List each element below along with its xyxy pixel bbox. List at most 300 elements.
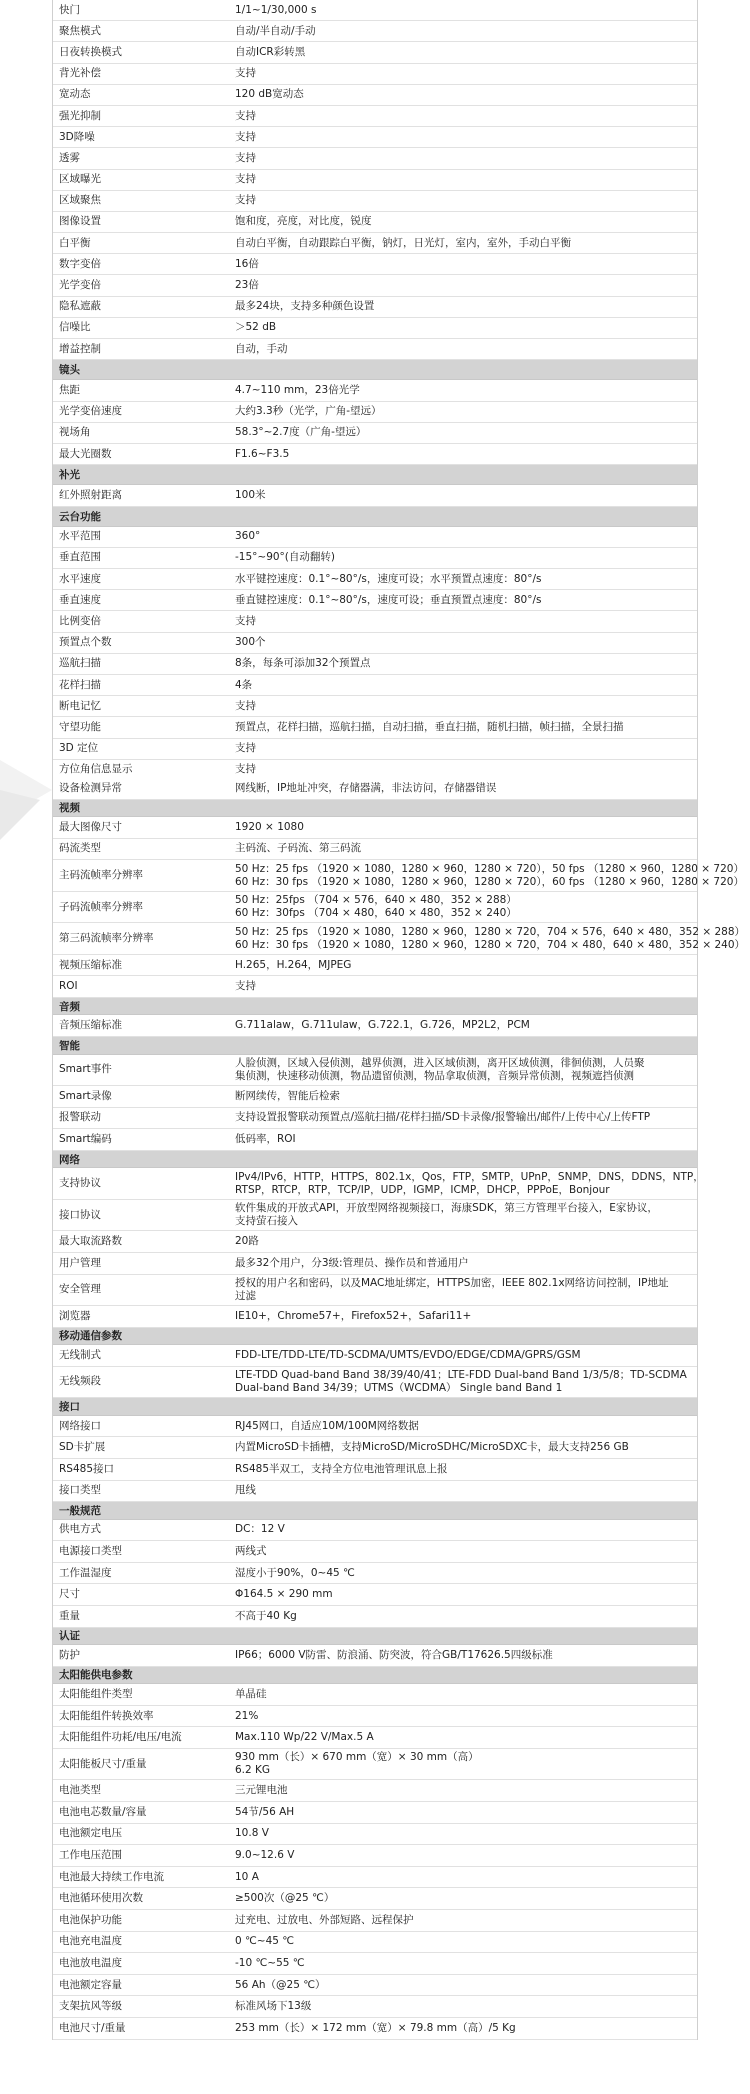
spec-value-line: Φ164.5 × 290 mm — [235, 1588, 333, 1601]
spec-label: 音频压缩标准 — [59, 1019, 122, 1032]
spec-value — [229, 1308, 697, 1325]
spec-row — [53, 1802, 697, 1824]
spec-label: 垂直速度 — [59, 593, 101, 606]
spec-value — [229, 424, 697, 441]
spec-label: 电池充电温度 — [59, 1935, 122, 1948]
spec-row — [53, 1645, 697, 1667]
spec-value — [229, 1977, 697, 1994]
spec-value-line: 支持 — [235, 109, 256, 122]
spec-row — [53, 1231, 697, 1253]
spec-value-line: 支持 — [235, 151, 256, 164]
spec-value-line: 人脸侦测，区域入侵侦测，越界侦测，进入区域侦测，离开区域侦测，徘徊侦测，人员聚 — [235, 1056, 645, 1069]
spec-value — [229, 1233, 697, 1250]
spec-row — [53, 1953, 697, 1975]
spec-label: 3D降噪 — [59, 130, 95, 143]
spec-label: 工作温湿度 — [59, 1566, 112, 1579]
spec-value-line: 单晶硅 — [235, 1687, 267, 1700]
spec-row — [53, 1932, 697, 1954]
spec-value-line: 内置MicroSD卡插槽，支持MicroSD/MicroSDHC/MicroSDXC卡，最大支持256 GB — [235, 1441, 629, 1454]
spec-label: 电池尺寸/重量 — [59, 2021, 126, 2034]
section-header: 音频 — [53, 998, 697, 1016]
spec-row — [53, 485, 697, 506]
spec-value — [229, 1847, 697, 1864]
spec-row — [53, 839, 697, 861]
spec-label: Smart录像 — [59, 1089, 112, 1102]
spec-row — [53, 778, 697, 800]
spec-value — [229, 698, 697, 715]
spec-label: 最大图像尺寸 — [59, 820, 122, 833]
spec-value-line: 支持 — [235, 763, 256, 776]
spec-value — [229, 634, 697, 651]
spec-value-line: 自动，手动 — [235, 342, 288, 355]
spec-row — [53, 1541, 697, 1563]
spec-value-line: Max.110 Wp/22 V/Max.5 A — [235, 1731, 374, 1744]
spec-value — [229, 2, 697, 19]
spec-value — [229, 1418, 697, 1435]
spec-value — [229, 382, 697, 399]
spec-value-line: 大约3.3秒（光学，广角-望远） — [235, 405, 382, 418]
spec-label: 花样扫描 — [59, 678, 101, 691]
spec-label: 重量 — [59, 1609, 80, 1622]
spec-row — [53, 1824, 697, 1846]
spec-value — [229, 840, 697, 857]
spec-value-line: 支持萤石接入 — [235, 1215, 298, 1228]
spec-value — [229, 1608, 697, 1625]
spec-value-line: FDD-LTE/TDD-LTE/TD-SCDMA/UMTS/EVDO/EDGE/CDMA/GPRS/GSM — [235, 1348, 581, 1361]
spec-value-line: 水平键控速度：0.1°~80°/s，速度可设；水平预置点速度：80°/s — [235, 572, 542, 585]
spec-value — [229, 957, 697, 974]
spec-label: 背光补偿 — [59, 67, 101, 80]
spec-row — [53, 1706, 697, 1728]
spec-value — [229, 235, 697, 252]
spec-row — [53, 275, 697, 296]
spec-value — [229, 892, 697, 922]
spec-label: 电池循环使用次数 — [59, 1892, 143, 1905]
spec-value — [229, 108, 697, 125]
spec-value-line: DC：12 V — [235, 1523, 285, 1536]
spec-label: 焦距 — [59, 383, 80, 396]
spec-label: 电池保护功能 — [59, 1913, 122, 1926]
spec-row — [53, 64, 697, 85]
spec-value — [229, 1131, 697, 1148]
spec-label: 电源接口类型 — [59, 1544, 122, 1557]
spec-label: 第三码流帧率分辨率 — [59, 932, 154, 945]
spec-value — [229, 571, 697, 588]
spec-label: 防护 — [59, 1648, 80, 1661]
spec-value-line: 主码流、子码流、第三码流 — [235, 842, 361, 855]
spec-label: 接口类型 — [59, 1484, 101, 1497]
spec-value — [229, 1586, 697, 1603]
spec-value — [229, 129, 697, 146]
spec-value-line: 60 Hz：30 fps （1920 × 1080，1280 × 960，1280 × 720），60 fps （1280 × 960，1280 × 720） — [235, 875, 744, 888]
spec-value-line: 支持 — [235, 67, 256, 80]
spec-label: 工作电压范围 — [59, 1849, 122, 1862]
spec-row — [53, 1129, 697, 1151]
spec-value-line: -15°~90°(自动翻转) — [235, 551, 336, 564]
spec-row — [53, 1459, 697, 1481]
spec-row — [53, 1584, 697, 1606]
spec-label: 方位角信息显示 — [59, 763, 133, 776]
spec-value-line: F1.6~F3.5 — [235, 447, 290, 460]
spec-value — [229, 1255, 697, 1272]
spec-label: 图像设置 — [59, 215, 101, 228]
spec-value — [229, 1109, 697, 1126]
spec-label: 信噪比 — [59, 321, 91, 334]
spec-label: 隐私遮蔽 — [59, 300, 101, 313]
spec-value — [229, 1647, 697, 1664]
spec-value-line: 300个 — [235, 636, 266, 649]
spec-row — [53, 1727, 697, 1749]
spec-row — [53, 923, 746, 955]
spec-value — [229, 924, 750, 954]
spec-value — [229, 86, 697, 103]
spec-label: 日夜转换模式 — [59, 45, 122, 58]
spec-value — [229, 740, 697, 757]
spec-value-line: 预置点，花样扫描，巡航扫描，自动扫描，垂直扫描，随机扫描，帧扫描，全景扫描 — [235, 720, 624, 733]
spec-row — [53, 2018, 697, 2040]
spec-label: 无线频段 — [59, 1375, 101, 1388]
section-header: 一般规范 — [53, 1502, 697, 1520]
spec-value-line: 6.2 KG — [235, 1764, 271, 1777]
spec-row — [53, 976, 697, 998]
spec-value-line: RJ45网口，自适应10M/100M网络数据 — [235, 1419, 419, 1432]
spec-row — [53, 696, 697, 717]
spec-row — [53, 1749, 697, 1781]
spec-value-line: IPv4/IPv6，HTTP，HTTPS，802.1x，Qos，FTP，SMTP，UPnP，SNMP，DNS，DDNS，NTP， — [235, 1170, 704, 1183]
spec-value — [229, 1749, 697, 1779]
spec-label: 电池最大持续工作电流 — [59, 1870, 164, 1883]
spec-value — [229, 192, 697, 209]
spec-value-line: IP66；6000 V防雷、防浪涌、防突波，符合GB/T17626.5四级标准 — [235, 1648, 553, 1661]
spec-value-line: 50 Hz：25fps （704 × 576，640 × 480，352 × 288） — [235, 894, 517, 907]
spec-label: 红外照射距离 — [59, 488, 122, 501]
spec-row — [53, 0, 697, 21]
spec-value — [229, 1825, 697, 1842]
spec-value-line: 饱和度，亮度，对比度，锐度 — [235, 215, 372, 228]
spec-value — [229, 592, 697, 609]
spec-row — [53, 42, 697, 63]
spec-label: 视频压缩标准 — [59, 958, 122, 971]
spec-value-line: 最多24块，支持多种颜色设置 — [235, 300, 375, 313]
spec-value — [229, 1543, 697, 1560]
spec-value — [229, 1521, 697, 1538]
spec-row — [53, 233, 697, 254]
spec-value — [229, 819, 697, 836]
spec-label: 比例变倍 — [59, 615, 101, 628]
spec-row — [53, 1086, 697, 1108]
spec-row — [53, 1780, 697, 1802]
spec-label: 太阳能板尺寸/重量 — [59, 1757, 147, 1770]
spec-label: 数字变倍 — [59, 257, 101, 270]
spec-label: 太阳能组件转换效率 — [59, 1709, 154, 1722]
spec-label: 供电方式 — [59, 1523, 101, 1536]
spec-label: 断电记忆 — [59, 699, 101, 712]
spec-label: 宽动态 — [59, 88, 91, 101]
spec-label: ROI — [59, 980, 78, 993]
spec-value-line: 56 Ah（@25 ℃） — [235, 1978, 326, 1991]
spec-value-line: 自动/半自动/手动 — [235, 24, 316, 37]
spec-row — [53, 191, 697, 212]
spec-row — [53, 1055, 697, 1087]
spec-label: 光学变倍速度 — [59, 405, 122, 418]
spec-value — [229, 978, 697, 995]
spec-value — [229, 213, 697, 230]
spec-label: 垂直范围 — [59, 551, 101, 564]
spec-value-line: 8条，每条可添加32个预置点 — [235, 657, 371, 670]
section-header: 网络 — [53, 1151, 697, 1169]
spec-label: 电池放电温度 — [59, 1956, 122, 1969]
spec-value-line: 两线式 — [235, 1544, 267, 1557]
spec-row — [53, 1867, 697, 1889]
spec-row — [53, 760, 697, 778]
spec-value-line: 不高于40 Kg — [235, 1609, 297, 1622]
section-header: 补光 — [53, 465, 697, 485]
spec-row — [53, 1253, 697, 1275]
spec-value — [229, 1347, 697, 1364]
spec-label: RS485接口 — [59, 1462, 115, 1475]
spec-row — [53, 892, 697, 924]
spec-row — [53, 148, 697, 169]
spec-row — [53, 1684, 697, 1706]
spec-value — [229, 341, 697, 358]
spec-value-line: 20路 — [235, 1235, 259, 1248]
spec-value — [229, 1461, 697, 1478]
spec-label: 电池额定容量 — [59, 1978, 122, 1991]
spec-value-line: 9.0~12.6 V — [235, 1849, 295, 1862]
spec-row — [53, 423, 697, 444]
spec-row — [53, 1845, 697, 1867]
spec-value-line: ＞52 dB — [235, 321, 277, 334]
spec-value-line: 120 dB宽动态 — [235, 88, 304, 101]
spec-label: 电池电芯数量/容量 — [59, 1805, 147, 1818]
spec-value — [229, 528, 697, 545]
spec-row — [53, 817, 697, 839]
spec-row — [53, 1367, 697, 1399]
spec-value-line: 50 Hz：25 fps （1920 × 1080，1280 × 960，1280 × 720），50 fps （1280 × 960，1280 × 720） — [235, 862, 744, 875]
spec-value — [229, 23, 697, 40]
spec-label: 设备检测异常 — [59, 781, 122, 794]
spec-label: 子码流帧率分辨率 — [59, 900, 143, 913]
spec-value — [229, 1933, 697, 1950]
spec-row — [53, 1606, 697, 1628]
spec-label: 区域聚焦 — [59, 194, 101, 207]
spec-row — [53, 1306, 697, 1328]
spec-value — [229, 1708, 697, 1725]
spec-value — [229, 277, 697, 294]
spec-row — [53, 1888, 697, 1910]
spec-label: 网络接口 — [59, 1419, 101, 1432]
spec-row — [53, 254, 697, 275]
spec-label: 巡航扫描 — [59, 657, 101, 670]
spec-row — [53, 1910, 697, 1932]
spec-value-line: 4.7~110 mm，23倍光学 — [235, 383, 360, 396]
spec-value — [229, 1017, 697, 1034]
section-header: 智能 — [53, 1037, 697, 1055]
spec-value — [229, 256, 697, 273]
spec-value — [229, 1482, 697, 1499]
spec-value — [229, 171, 697, 188]
spec-row — [53, 527, 697, 548]
spec-row — [53, 318, 697, 339]
spec-value — [229, 1729, 697, 1746]
spec-row — [53, 675, 697, 696]
spec-value-line: 过滤 — [235, 1289, 256, 1302]
spec-row — [53, 1345, 697, 1367]
spec-value-line: 支持 — [235, 699, 256, 712]
spec-value — [229, 780, 697, 797]
spec-label: 太阳能组件类型 — [59, 1687, 133, 1700]
spec-value-line: 10 A — [235, 1870, 259, 1883]
spec-label: 无线制式 — [59, 1348, 101, 1361]
spec-row — [53, 21, 697, 42]
spec-value — [229, 549, 697, 566]
section-header: 云台功能 — [53, 507, 697, 527]
spec-value-line: 1/1~1/30,000 s — [235, 3, 317, 16]
spec-value — [229, 1169, 710, 1199]
spec-row — [53, 569, 697, 590]
spec-value-line: 360° — [235, 530, 261, 543]
spec-value — [229, 1869, 697, 1886]
section-header: 接口 — [53, 1398, 697, 1416]
section-header: 镜头 — [53, 360, 697, 380]
spec-label: 安全管理 — [59, 1283, 101, 1296]
spec-label: 电池类型 — [59, 1784, 101, 1797]
spec-label: 光学变倍 — [59, 279, 101, 292]
spec-value-line: 集侦测，快速移动侦测，物品遗留侦测，物品拿取侦测，音频异常侦测，视频遮挡侦测 — [235, 1069, 634, 1082]
spec-row — [53, 654, 697, 675]
spec-value — [229, 403, 697, 420]
spec-value — [229, 655, 697, 672]
spec-row — [53, 212, 697, 233]
spec-value-line: 支持 — [235, 615, 256, 628]
spec-value — [229, 1565, 697, 1582]
spec-label: 预置点个数 — [59, 636, 112, 649]
spec-label: 尺寸 — [59, 1588, 80, 1601]
spec-row — [53, 1108, 697, 1130]
spec-row — [53, 444, 697, 465]
spec-label: 强光抑制 — [59, 109, 101, 122]
spec-value-line: 1920 × 1080 — [235, 820, 304, 833]
spec-label: 报警联动 — [59, 1111, 101, 1124]
spec-row — [53, 402, 697, 423]
spec-value-line: H.265，H.264，MJPEG — [235, 958, 352, 971]
spec-row — [53, 1975, 697, 1997]
spec-row — [53, 955, 697, 977]
spec-value — [229, 319, 697, 336]
spec-label: 白平衡 — [59, 236, 91, 249]
spec-value — [229, 1890, 697, 1907]
spec-value-line: 10.8 V — [235, 1827, 269, 1840]
spec-value-line: 支持 — [235, 194, 256, 207]
spec-value — [229, 446, 697, 463]
spec-row — [53, 1015, 697, 1037]
spec-value-line: 21% — [235, 1709, 259, 1722]
spec-value — [229, 1275, 697, 1305]
spec-row — [53, 127, 697, 148]
spec-label: 太阳能组件功耗/电压/电流 — [59, 1731, 182, 1744]
spec-row — [53, 548, 697, 569]
spec-value-line: 4条 — [235, 678, 253, 691]
spec-value-line: 16倍 — [235, 257, 259, 270]
spec-label: 最大取流路数 — [59, 1235, 122, 1248]
spec-table-part-2 — [52, 778, 746, 2040]
section-header: 认证 — [53, 1628, 697, 1646]
spec-label: Smart编码 — [59, 1133, 112, 1146]
spec-value-line: 授权的用户名和密码，以及MAC地址绑定，HTTPS加密，IEEE 802.1x网络访问控制，IP地址 — [235, 1276, 669, 1289]
spec-value — [229, 1804, 697, 1821]
spec-value-line: 100米 — [235, 488, 266, 501]
spec-value-line: ≥500次（@25 ℃） — [235, 1892, 335, 1905]
spec-row — [53, 739, 697, 760]
spec-row — [53, 1481, 697, 1503]
spec-value-line: RS485半双工，支持全方位电池管理讯息上报 — [235, 1462, 448, 1475]
spec-value — [229, 1912, 697, 1929]
spec-row — [53, 1996, 697, 2018]
spec-value-line: 软件集成的开放式API，开放型网络视频接口，海康SDK，第三方管理平台接入，E家协议， — [235, 1202, 658, 1215]
spec-label: 快门 — [59, 3, 80, 16]
spec-value-line: 甩线 — [235, 1484, 256, 1497]
spec-label: 用户管理 — [59, 1256, 101, 1269]
spec-value-line: 23倍 — [235, 279, 259, 292]
spec-label: 聚焦模式 — [59, 24, 101, 37]
spec-value — [229, 1055, 697, 1085]
spec-value-line: 标准风场下13级 — [235, 2000, 312, 2013]
spec-row — [53, 1168, 704, 1200]
spec-value-line: 54节/56 AH — [235, 1805, 295, 1818]
spec-label: 水平范围 — [59, 530, 101, 543]
spec-value-line: Dual-band Band 34/39；UTMS（WCDMA） Single band Band 1 — [235, 1381, 563, 1394]
spec-value — [229, 1088, 697, 1105]
spec-label: 电池额定电压 — [59, 1827, 122, 1840]
spec-row — [53, 1520, 697, 1542]
spec-label: 主码流帧率分辨率 — [59, 869, 143, 882]
spec-value — [229, 761, 697, 778]
spec-label: 透雾 — [59, 151, 80, 164]
spec-value — [229, 298, 697, 315]
spec-value — [229, 1998, 697, 2015]
spec-value-line: 自动白平衡，自动跟踪白平衡，钠灯，日光灯，室内，室外，手动白平衡 — [235, 236, 571, 249]
spec-label: 水平速度 — [59, 572, 101, 585]
spec-value-line: 支持 — [235, 130, 256, 143]
spec-value-line: -10 ℃~55 ℃ — [235, 1956, 305, 1969]
spec-row — [53, 717, 697, 738]
spec-value-line: 支持 — [235, 173, 256, 186]
spec-value-line: G.711alaw，G.711ulaw，G.722.1，G.726，MP2L2，PCM — [235, 1019, 530, 1032]
spec-row — [53, 85, 697, 106]
spec-value-line: 网线断，IP地址冲突，存储器满，非法访问，存储器错误 — [235, 781, 497, 794]
spec-value-line: 60 Hz：30fps （704 × 480，640 × 480，352 × 240） — [235, 907, 517, 920]
spec-value-line: 50 Hz：25 fps （1920 × 1080，1280 × 960，1280 × 720，704 × 576，640 × 480，352 × 288） — [235, 925, 746, 938]
spec-value-line: 930 mm（长）× 670 mm（宽）× 30 mm（高） — [235, 1751, 479, 1764]
spec-value — [229, 677, 697, 694]
spec-row — [53, 1200, 697, 1232]
spec-label: 3D 定位 — [59, 742, 99, 755]
spec-value — [229, 2020, 697, 2037]
section-header: 视频 — [53, 800, 697, 818]
spec-row — [53, 633, 697, 654]
spec-value — [229, 1955, 697, 1972]
spec-value — [229, 487, 697, 504]
spec-value — [229, 1439, 697, 1456]
spec-value-line: IE10+，Chrome57+，Firefox52+，Safari11+ — [235, 1309, 472, 1322]
spec-label: 支架抗风等级 — [59, 2000, 122, 2013]
spec-value-line: 支持 — [235, 980, 256, 993]
spec-value-line: 58.3°~2.7度（广角-望远） — [235, 426, 367, 439]
spec-label: 浏览器 — [59, 1309, 91, 1322]
spec-value-line: RTSP，RTCP，RTP，TCP/IP，UDP，IGMP，ICMP，DHCP，PPPoE，Bonjour — [235, 1183, 610, 1196]
spec-value — [229, 150, 697, 167]
spec-value — [229, 613, 697, 630]
